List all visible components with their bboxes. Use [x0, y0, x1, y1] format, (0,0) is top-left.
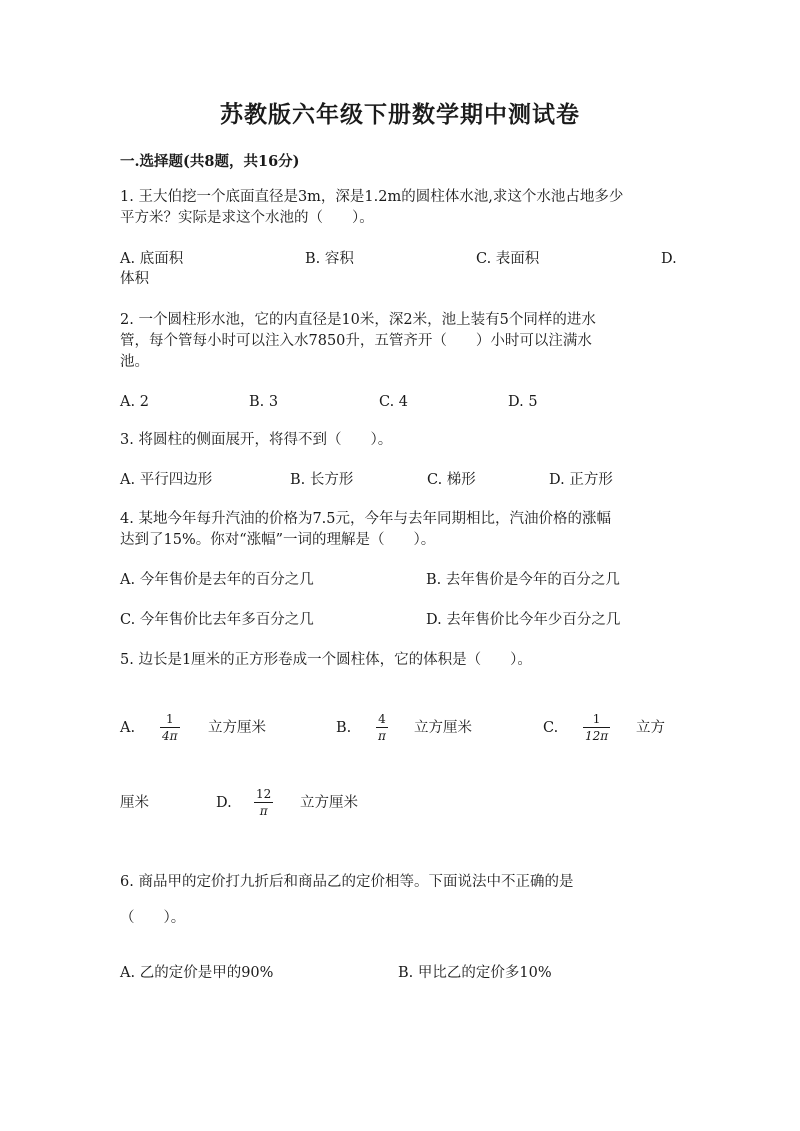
q1-option-d: D. [661, 251, 677, 267]
fraction-numerator: 12 [256, 787, 272, 801]
q1-option-d-text: 体积 [120, 271, 149, 287]
question-2-line-1: 2. 一个圆柱形水池，它的内直径是10米，深2米，池上装有5个同样的进水 [120, 312, 596, 328]
question-4-line-1: 4. 某地今年每升汽油的价格为7.5元，今年与去年同期相比，汽油价格的涨幅 [120, 511, 612, 527]
fraction-bar [583, 727, 610, 728]
fraction-denominator: π [259, 804, 268, 818]
q5-option-a-fraction [160, 712, 180, 743]
q4-option-d: D. 去年售价比今年少百分之几 [426, 612, 621, 628]
q3-option-d: D. 正方形 [549, 472, 613, 488]
q5-option-b-unit: 立方厘米 [414, 720, 472, 736]
q4-option-a: A. 今年售价是去年的百分之几 [120, 572, 314, 588]
q1-option-b: B. 容积 [305, 251, 354, 267]
q4-option-b: B. 去年售价是今年的百分之几 [426, 572, 620, 588]
fraction-bar [160, 727, 180, 728]
q2-option-d: D. 5 [508, 394, 538, 410]
q4-option-c: C. 今年售价比去年多百分之几 [120, 612, 314, 628]
fraction-bar [254, 802, 273, 803]
q3-option-b: B. 长方形 [290, 472, 354, 488]
q5-option-c-fraction [583, 712, 610, 743]
q1-option-c: C. 表面积 [476, 251, 540, 267]
q5-option-d-letter: D. [216, 795, 232, 811]
q5-option-d-fraction [254, 787, 273, 818]
q5-option-c-unit: 立方 [636, 720, 665, 736]
fraction-numerator: 4 [378, 712, 386, 726]
q5-option-d-unit: 立方厘米 [300, 795, 358, 811]
question-3-line-1: 3. 将圆柱的侧面展开，将得不到（ ）。 [120, 432, 393, 448]
fraction-denominator: 12π [585, 729, 609, 743]
q5-option-b-letter: B. [336, 720, 352, 736]
question-2-line-3: 池。 [120, 354, 149, 370]
section-heading: 一.选择题(共8题，共16分) [120, 153, 300, 170]
question-1-line-1: 1. 王大伯挖一个底面直径是3m，深是1.2m的圆柱体水池,求这个水池占地多少 [120, 189, 624, 205]
q5-option-c-letter: C. [543, 720, 559, 736]
question-6-line-2: （ ）。 [120, 910, 186, 926]
question-6-line-1: 6. 商品甲的定价打九折后和商品乙的定价相等。下面说法中不正确的是 [120, 874, 574, 890]
fraction-denominator: π [378, 729, 386, 743]
q3-option-a: A. 平行四边形 [120, 472, 213, 488]
question-2-line-2: 管，每个管每小时可以注入水7850升，五管齐开（ ）小时可以注满水 [120, 333, 592, 349]
question-4-line-2: 达到了15%。你对“涨幅”一词的理解是（ ）。 [120, 532, 436, 548]
q2-option-c: C. 4 [379, 394, 409, 410]
q1-option-a: A. 底面积 [120, 251, 184, 267]
exam-title: 苏教版六年级下册数学期中测试卷 [220, 101, 580, 128]
q5-option-a-letter: A. [120, 720, 136, 736]
question-5-line-1: 5. 边长是1厘米的正方形卷成一个圆柱体，它的体积是（ ）。 [120, 652, 532, 668]
q2-option-a: A. 2 [120, 394, 149, 410]
q5-option-b-fraction [376, 712, 388, 743]
question-1-line-2: 平方米？实际是求这个水池的（ ）。 [120, 210, 374, 226]
fraction-numerator: 1 [165, 712, 174, 726]
fraction-numerator: 1 [592, 712, 601, 726]
fraction-denominator: 4π [162, 729, 178, 743]
q6-option-b: B. 甲比乙的定价多10% [398, 965, 552, 981]
q5-option-c-unit-wrap: 厘米 [120, 795, 149, 811]
q6-option-a: A. 乙的定价是甲的90% [120, 965, 274, 981]
q5-option-a-unit: 立方厘米 [208, 720, 266, 736]
fraction-bar [376, 727, 388, 728]
q3-option-c: C. 梯形 [427, 472, 476, 488]
q2-option-b: B. 3 [249, 394, 279, 410]
